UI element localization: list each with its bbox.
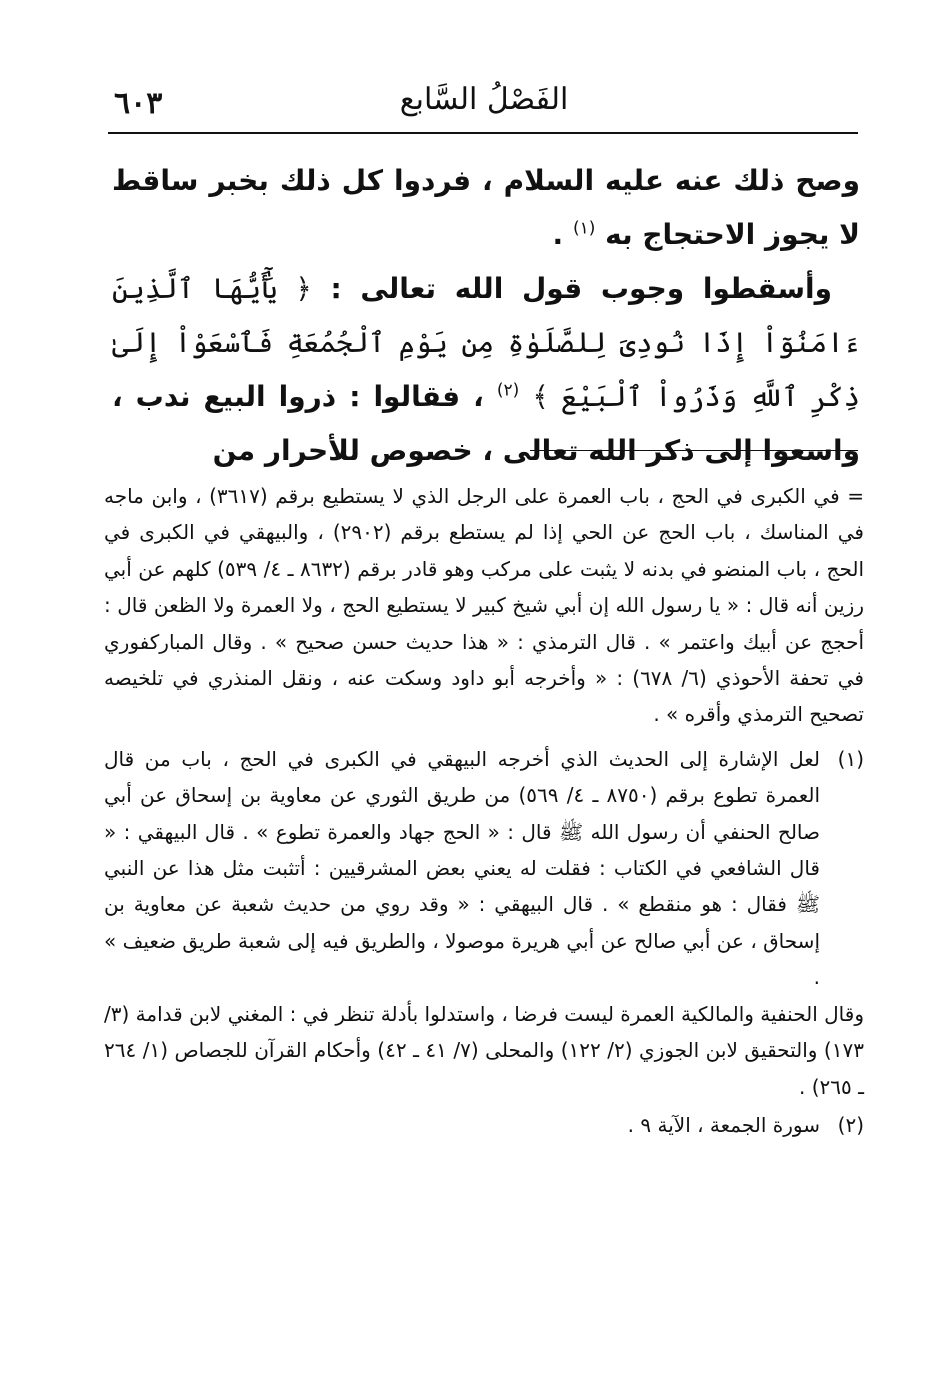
footnote-1-number: (١) bbox=[837, 746, 864, 771]
footnote-2-number: (٢) bbox=[837, 1112, 864, 1137]
footnote-1-text: لعل الإشارة إلى الحديث الذي أخرجه البيهقي في الكبرى في الحج ، باب من قال العمرة تطوع برقم (٨٧٥٠ ـ ٤/ ٥٦٩) من طريق الثوري عن معاوية بن إسحاق عن أبي صالح الحنفي أن رسول الله ﷺ قال : « الحج جهاد والعمرة تطوع » . قال البيهقي : « قال الشافعي في الكتاب : فقلت له يعني بعض المشرقيين : أتثبت مثل هذا عن النبي ﷺ فقال : هو منقطع » . قال البيهقي : « وقد روي من حديث شعبة عن معاوية بن إسحاق ، عن أبي صالح عن أبي هريرة موصولا ، والطريق فيه إلى شعبة طريق ضعيف » . bbox=[104, 746, 820, 990]
header-divider bbox=[108, 132, 858, 134]
paragraph-2-intro: وأسقطوا وجوب قول الله تعالى : bbox=[311, 272, 832, 305]
paragraph-1 bbox=[112, 154, 860, 262]
footnote-2-text: سورة الجمعة ، الآية ٩ . bbox=[627, 1112, 820, 1137]
footnote-ref-2: (٢) bbox=[496, 380, 520, 401]
footnote-ref-1: (١) bbox=[572, 218, 596, 239]
footnotes bbox=[104, 478, 864, 1143]
footnote-1-extra: وقال الحنفية والمالكية العمرة ليست فرضا ، واستدلوا بأدلة تنظر في : المغني لابن قدامة (٣/ ١٧٣) والتحقيق لابن الجوزي (٢/ ١٢٢) والمحلى (٧/ ٤١ ـ ٤٢) وأحكام القرآن للجصاص (١/ ٢٦٤ ـ ٢٦٥) . bbox=[104, 1001, 864, 1099]
chapter-title: الفَصْلُ السَّابع bbox=[399, 82, 569, 117]
footnote-continuation: = في الكبرى في الحج ، باب العمرة على الرجل الذي لا يستطيع برقم (٣٦١٧) ، وابن ماجه في المناسك ، باب الحج عن الحي إذا لم يستطع برقم (٢٩٠٢) ، والبيهقي في الكبرى في الحج ، باب المنضو في بدنه لا يثبت على مركب وهو قادر برقم (٨٦٣٢ ـ ٤/ ٥٣٩) كلهم عن أبي رزين أنه قال : « يا رسول الله إن أبي شيخ كبير لا يستطيع الحج ، ولا العمرة ولا الظعن قال : أحجج عن أبيك واعتمر » . قال الترمذي : « هذا حديث حسن صحيح » . وقال المباركفوري في تحفة الأحوذي (٦/ ٦٧٨) : « وأخرجه أبو داود وسكت عنه ، ونقل المنذري في تلخيصه تصحيح الترمذي وأقره » . bbox=[104, 484, 865, 727]
main-text bbox=[112, 154, 860, 478]
paragraph-1-end: . bbox=[552, 218, 573, 251]
footnote-divider bbox=[530, 450, 858, 451]
footnote-1 bbox=[104, 741, 864, 996]
paragraph-2-rest: ، فقالوا : ذروا البيع ندب ، واسعوا إلى ذكر الله تعالى ، خصوص للأحرار من bbox=[112, 380, 860, 467]
page-number: ٦٠٣ bbox=[114, 86, 163, 121]
paragraph-1-text: وصح ذلك عنه عليه السلام ، فردوا كل ذلك بخبر ساقط لا يجوز الاحتجاج به bbox=[112, 164, 860, 251]
paragraph-2 bbox=[112, 262, 860, 478]
quran-verse: ﴿ يَٰٓأَيُّهَا ٱلَّذِينَ ءَامَنُوٓاْ إِذَا نُودِىَ لِلصَّلَوٰةِ مِن يَوْمِ ٱلْجُمُعَةِ فَٱسْعَوْاْ إِلَىٰ ذِكْرِ ٱللَّهِ وَذَرُواْ ٱلْبَيْعَ ﴾ bbox=[112, 272, 860, 413]
page-header bbox=[108, 72, 860, 132]
footnote-2 bbox=[104, 1107, 864, 1143]
